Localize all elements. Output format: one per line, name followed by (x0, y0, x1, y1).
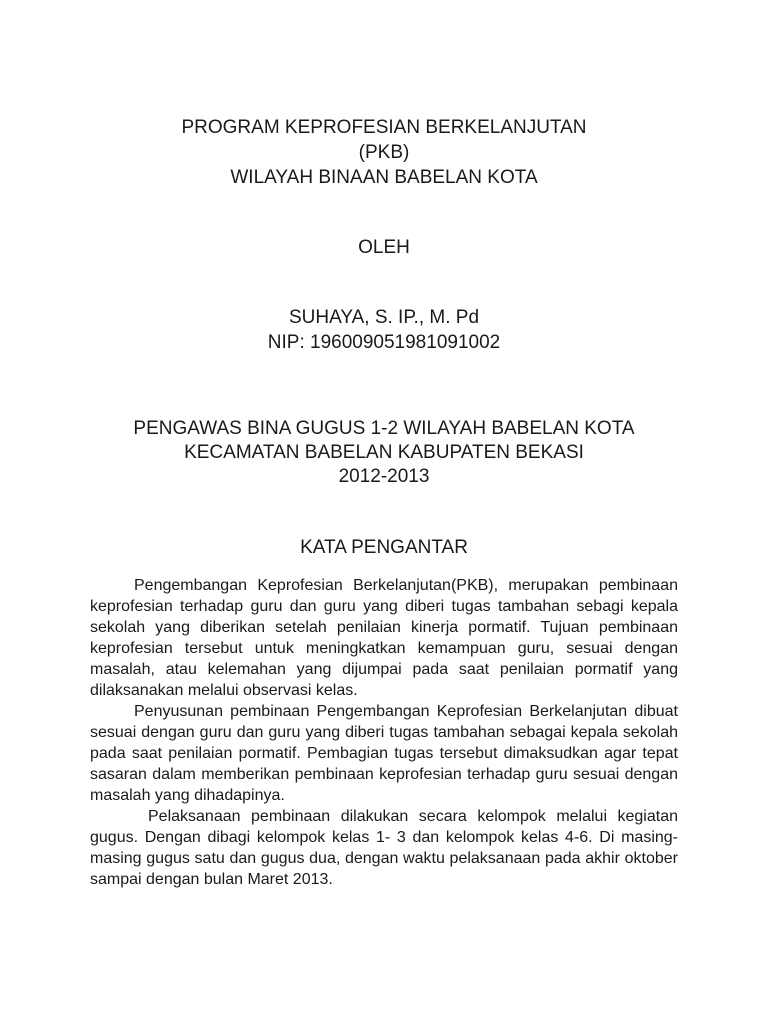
title-line-1: PROGRAM KEPROFESIAN BERKELANJUTAN (181, 117, 587, 138)
by-label: OLEH (358, 237, 410, 258)
author-name: SUHAYA, S. IP., M. Pd (288, 307, 480, 328)
paragraph-2: Penyusunan pembinaan Pengembangan Keprofesian Berkelanjutan dibuat sesuai dengan guru dan guru yang diberi tugas tambahan sebagai kepala sekolah pada saat penilaian pormatif. Pembagian tugas tersebut dimaksudkan agar tepat sasaran dalam memberikan pembinaan keprofesian terhadap guru sesuai dengan masalah yang dihadapinya. (90, 703, 678, 804)
paragraph-1: Pengembangan Keprofesian Berkelanjutan(PKB), merupakan pembinaan keprofesian terhadap guru dan guru yang diberi tugas tambahan sebagi kepala sekolah yang diberikan setelah penilaian kinerja pormatif. Tujuan pembinaan keprofesian tersebut untuk meningkatkan kemampuan guru, sesuai dengan masalah, atau kelemahan yang dijumpai pada saat penilaian pormatif yang dilaksanakan melalui observasi kelas. (90, 577, 678, 699)
title-line-2: (PKB) (358, 142, 410, 163)
author-nip: NIP: 196009051981091002 (267, 332, 501, 353)
paragraph-3: Pelaksanaan pembinaan dilakukan secara kelompok melalui kegiatan gugus. Dengan dibagi kelompok kelas 1- 3 dan kelompok kelas 4-6. Di masing-masing gugus satu dan gugus dua, dengan waktu pelaksanaan pada akhir oktober sampai dengan bulan Maret 2013. (90, 808, 678, 888)
title-line-3: WILAYAH BINAAN BABELAN KOTA (230, 167, 538, 188)
body-text (90, 575, 678, 890)
section-heading: KATA PENGANTAR (300, 537, 468, 558)
position-line-2: KECAMATAN BABELAN KABUPATEN BEKASI (184, 442, 584, 463)
position-line-1: PENGAWAS BINA GUGUS 1-2 WILAYAH BABELAN KOTA (133, 418, 635, 439)
position-line-3: 2012-2013 (338, 466, 430, 487)
